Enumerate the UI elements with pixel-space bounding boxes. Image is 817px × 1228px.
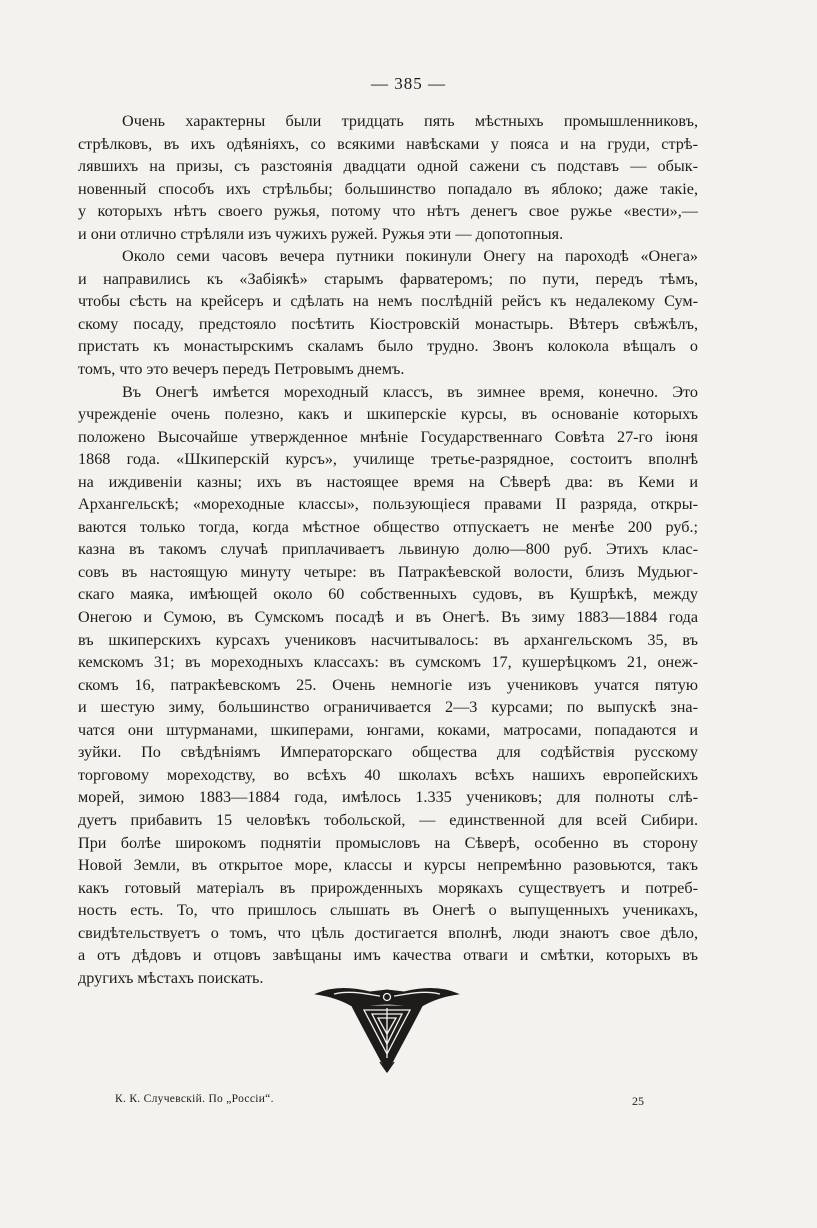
text-line: ваются только тогда, когда мѣстное общество отпускаетъ не менѣе 200 руб.;: [78, 517, 698, 536]
text-line: свидѣтельствуетъ о томъ, что цѣль достигается вполнѣ, люди знаютъ свое дѣло,: [78, 923, 698, 942]
text-line: новенный способъ ихъ стрѣльбы; большинство попадало въ яблоко; даже такіе,: [78, 179, 698, 198]
text-line: у которыхъ нѣтъ своего ружья, потому что нѣтъ денегъ свое ружье «вести»,—: [78, 202, 698, 221]
text-line: Въ Онегѣ имѣется мореходный классъ, въ зимнее время, конечно. Это: [122, 382, 698, 401]
text-line: скому посаду, предстояло посѣтить Кіостровскій монастырь. Вѣтеръ свѣжѣлъ,: [78, 314, 698, 333]
text-line: морей, зимою 1883—1884 года, имѣлось 1.335 учениковъ; для полноты слѣ-: [78, 788, 698, 807]
footer-book-title: К. К. Случевскій. По „Россіи“.: [115, 1093, 274, 1105]
text-line: чатся они штурманами, шкиперами, юнгами, коками, матросами, попадаются и: [78, 720, 698, 739]
text-line: Очень характерны были тридцать пять мѣстныхъ промышленниковъ,: [122, 112, 698, 130]
body-text: [78, 110, 698, 989]
text-line: казна въ такомъ случаѣ приплачиваетъ львиную долю—800 руб. Этихъ клас-: [78, 540, 698, 559]
text-line: въ шкиперскихъ курсахъ учениковъ насчитывалось: въ архангельскомъ 35, въ: [78, 630, 698, 649]
text-line: скаго маяка, имѣющей около 60 собственныхъ судовъ, въ Кушрѣкѣ, между: [78, 585, 698, 604]
text-line: другихъ мѣстахъ поискать.: [78, 968, 264, 987]
text-line: и направились къ «Забіякѣ» старымъ фарватеромъ; по пути, передъ тѣмъ,: [78, 269, 698, 288]
text-line: и они отлично стрѣляли изъ чужихъ ружей. Ружья эти — допотопныя.: [78, 224, 564, 243]
text-line: томъ, что это вечеръ передъ Петровымъ днемъ.: [78, 360, 405, 379]
text-line: скомъ 16, патракѣевскомъ 25. Очень немногіе изъ учениковъ учатся пятую: [78, 675, 698, 694]
text-line: ность есть. То, что пришлось слышать въ Онегѣ о выпущенныхъ ученикахъ,: [78, 901, 698, 920]
text-line: Онегою и Сумою, въ Сумскомъ посадѣ и въ Онегѣ. Въ зиму 1883—1884 года: [78, 608, 698, 627]
text-line: Новой Земли, въ открытое море, классы и курсы непремѣнно разовьются, такъ: [78, 856, 698, 875]
text-line: торговому мореходству, во всѣхъ 40 школахъ всѣхъ нашихъ европейскихъ: [78, 765, 698, 784]
text-line: положено Высочайше утвержденное мнѣніе Государственнаго Совѣта 27-го іюня: [78, 427, 698, 446]
text-line: учрежденіе очень полезно, какъ и шкиперскіе курсы, въ основаніе которыхъ: [78, 405, 698, 424]
text-line: кемскомъ 31; въ мореходныхъ классахъ: въ сумскомъ 17, кушерѣцкомъ 21, онеж-: [78, 653, 698, 672]
text-line: стрѣлковъ, въ ихъ одѣяніяхъ, со всякими навѣсками у пояса и на груди, стрѣ-: [78, 134, 698, 153]
text-line: зуйки. По свѣдѣніямъ Императорскаго общества для содѣйствія русскому: [78, 743, 698, 762]
text-line: При болѣе широкомъ поднятіи промысловъ на Сѣверѣ, особенно въ сторону: [78, 833, 698, 852]
text-line: лявшихъ на призы, съ разстоянія двадцати одной сажени съ подставъ — обык-: [78, 157, 698, 176]
text-line: Архангельскѣ; «мореходные классы», пользующіеся правами II разряда, откры-: [78, 495, 698, 514]
text-line: пристать къ монастырскимъ скаламъ было трудно. Звонъ колокола вѣщалъ о: [78, 337, 698, 356]
ornamental-tailpiece-icon: [314, 982, 460, 1076]
text-line: дуетъ прибавить 15 человѣкъ тобольской, — единственной для всей Сибири.: [78, 810, 698, 829]
footer-signature-number: 25: [632, 1094, 644, 1108]
text-line: на иждивеніи казны; ихъ въ настоящее время на Сѣверѣ два: въ Кеми и: [78, 472, 698, 491]
page-number: — 385 —: [371, 74, 446, 93]
text-line: какъ готовый матеріалъ въ прирожденныхъ морякахъ существуетъ и потреб-: [78, 878, 698, 897]
text-line: совъ въ настоящую минуту четыре: въ Патракѣевской волости, близъ Мудьюг-: [78, 562, 698, 581]
text-line: и шестую зиму, большинство ограничивается 2—3 курсами; по выпускѣ зна-: [78, 698, 698, 717]
text-line: а отъ дѣдовъ и отцовъ завѣщаны имъ качества отваги и смѣтки, которыхъ въ: [78, 946, 698, 965]
text-line: 1868 года. «Шкиперскій курсъ», училище третье-разрядное, состоитъ вполнѣ: [78, 450, 698, 469]
text-line: чтобы сѣсть на крейсеръ и сдѣлать на немъ послѣдній рейсъ къ недалекому Сум-: [78, 292, 698, 311]
text-line: Около семи часовъ вечера путники покинули Онегу на пароходѣ «Онега»: [122, 247, 698, 266]
